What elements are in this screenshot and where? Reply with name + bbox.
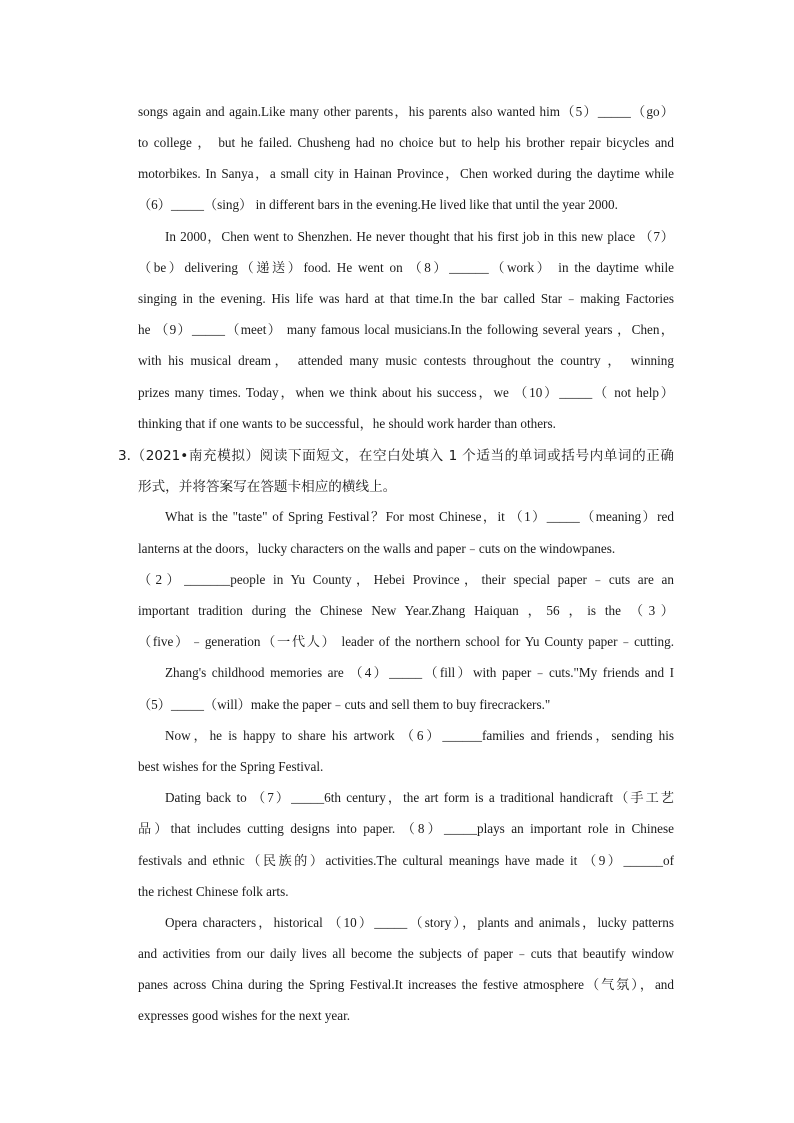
- question3-line: （five）﹣generation（一代人） leader of the northern school for Yu County paper﹣cutting.: [138, 634, 674, 649]
- question3-line: important tradition during the Chinese New Year.Zhang Haiquan ，56 ，is the （3）: [138, 603, 674, 618]
- question3-line: expresses good wishes for the next year.: [138, 1008, 351, 1023]
- question3-line: and activities from our daily lives all become the subjects of paper﹣cuts that beautify window: [138, 946, 674, 961]
- question3-line: What is the "taste" of Spring Festival？For most Chinese，it （1）_____（meaning）red: [165, 509, 674, 524]
- question3-line: （2）_______people in Yu County，Hebei Province，their special paper﹣cuts are an: [138, 572, 674, 587]
- passage2-line: （6）_____（sing） in different bars in the evening.He lived like that until the year 2000.: [138, 197, 618, 212]
- passage2-line: （be）delivering（递送）food. He went on （8）______（work） in the daytime while: [138, 260, 674, 275]
- question3-line: lanterns at the doors，lucky characters on the walls and paper﹣cuts on the windowpanes.: [138, 541, 616, 556]
- question3-heading: 3.（2021•南充模拟）阅读下面短文，在空白处填入 1 个适当的单词或括号内单词的正确: [118, 448, 674, 464]
- question3-line: Zhang's childhood memories are （4）_____（fill）with paper﹣cuts."My friends and I: [165, 665, 674, 680]
- question3-line: the richest Chinese folk arts.: [138, 884, 289, 899]
- question3-line: Opera characters，historical （10）_____（story），plants and animals，lucky patterns: [165, 915, 674, 930]
- passage2-line: thinking that if one wants to be successful，he should work harder than others.: [138, 416, 556, 431]
- passage2-line: singing in the evening. His life was hard at that time.In the bar called Star﹣making Factories: [138, 291, 674, 306]
- passage2-line: to college ， but he failed. Chusheng had no choice but to help his brother repair bicycles and: [138, 135, 674, 150]
- question3-heading-cont: 形式，并将答案写在答题卡相应的横线上。: [138, 479, 397, 495]
- passage2-line: In 2000，Chen went to Shenzhen. He never thought that his first job in this new place （7）: [165, 229, 674, 244]
- passage2-line: prizes many times. Today，when we think about his success，we （10）_____（ not help）: [138, 385, 674, 400]
- question3-line: Now，he is happy to share his artwork （6）______families and friends，sending his: [165, 728, 674, 743]
- question3-line: 品）that includes cutting designs into paper. （8）_____plays an important role in Chinese: [138, 821, 674, 836]
- question3-line: panes across China during the Spring Festival.It increases the festive atmosphere（气氛），and: [138, 977, 674, 992]
- passage2-line: motorbikes. In Sanya，a small city in Hainan Province，Chen worked during the daytime while: [138, 166, 674, 181]
- passage2-line: songs again and again.Like many other parents，his parents also wanted him（5）_____（go）: [138, 104, 674, 119]
- question3-line: Dating back to （7）_____6th century，the art form is a traditional handicraft（手工艺: [165, 790, 674, 805]
- passage2-line: he （9）_____（meet） many famous local musicians.In the following several years ，Chen，: [138, 322, 674, 337]
- question3-line: festivals and ethnic（民族的）activities.The cultural meanings have made it （9）______of: [138, 853, 674, 868]
- question3-line: best wishes for the Spring Festival.: [138, 759, 324, 774]
- question3-line: （5）_____（will）make the paper﹣cuts and sell them to buy firecrackers.": [138, 697, 551, 712]
- passage2-line: with his musical dream， attended many music contests throughout the country ， winning: [138, 353, 674, 368]
